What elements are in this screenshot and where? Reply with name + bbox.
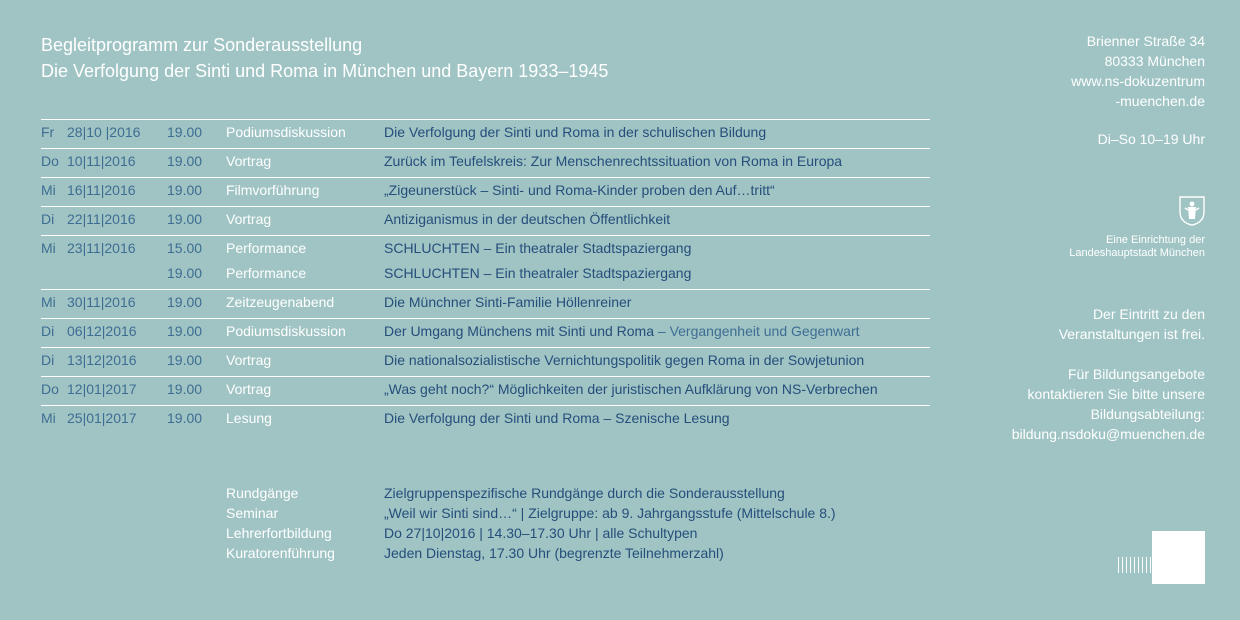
event-row [41, 119, 930, 148]
ns-dokuzentrum-logo [1118, 531, 1205, 584]
event-row [41, 405, 930, 434]
event-title: Zurück im Teufelskreis: Zur Menschenrechtssituation von Roma in Europa [384, 153, 843, 169]
event-day: Mi [41, 410, 56, 426]
event-day: Mi [41, 240, 56, 256]
entry-line: Der Eintritt zu den [1092, 306, 1205, 322]
header-subtitle: Begleitprogramm zur Sonderausstellung [41, 35, 363, 55]
offer-label: Lehrerfortbildung [226, 525, 332, 541]
institution-note [1069, 234, 1205, 260]
event-row [41, 177, 930, 206]
munich-crest-icon [1179, 196, 1205, 231]
event-date: 28|10 |2016 [67, 124, 141, 140]
event-type: Lesung [226, 410, 272, 426]
event-time: 19.00 [167, 182, 203, 198]
education-contact [1012, 364, 1205, 444]
event-day: Mi [41, 182, 56, 198]
education-line: Für Bildungsangebote [1068, 366, 1205, 382]
event-type: Vortrag [226, 211, 272, 227]
offer-text: „Weil wir Sinti sind…“ | Zielgruppe: ab 9. Jahrgangsstufe (Mittelschule 8.) [384, 505, 836, 521]
event-row [41, 235, 930, 289]
event-row [41, 347, 930, 376]
event-title: Die nationalsozialistische Vernichtungspolitik gegen Roma in der Sowjetunion [384, 352, 865, 368]
event-title: SCHLUCHTEN – Ein theatraler Stadtspaziergang [384, 265, 692, 281]
event-type: Vortrag [226, 153, 272, 169]
event-time: 19.00 [167, 211, 203, 227]
event-table [41, 119, 930, 434]
street: Brienner Straße 34 [1086, 33, 1205, 49]
event-time: 19.00 [167, 352, 203, 368]
event-date: 23|11|2016 [67, 240, 136, 256]
postcode-city: 80333 München [1104, 53, 1205, 69]
offer-label: Seminar [226, 505, 279, 521]
event-day: Fr [41, 124, 55, 140]
logo-square [1152, 531, 1205, 584]
event-title: „Zigeunerstück – Sinti- und Roma-Kinder proben den Auf…tritt“ [384, 182, 775, 198]
event-date: 12|01|2017 [67, 381, 137, 397]
event-date: 13|12|2016 [67, 352, 137, 368]
event-day: Di [41, 323, 55, 339]
education-email-link[interactable]: bildung.nsdoku@muenchen.de [1011, 426, 1205, 442]
event-day: Di [41, 211, 55, 227]
event-title [384, 323, 860, 339]
entry-note [1059, 304, 1205, 344]
event-date: 10|11|2016 [67, 153, 136, 169]
event-title: Die Münchner Sinti-Familie Höllenreiner [384, 294, 632, 310]
event-row [41, 148, 930, 177]
offer-label: Rundgänge [226, 485, 299, 501]
event-time: 15.00 [167, 240, 203, 256]
event-title-extra: – Vergangenheit und Gegenwart [654, 323, 860, 339]
event-time: 19.00 [167, 323, 203, 339]
event-day: Do [41, 153, 59, 169]
event-title [384, 124, 766, 140]
event-row [41, 376, 930, 405]
event-day: Di [41, 352, 55, 368]
offer-label: Kuratorenführung [226, 545, 335, 561]
event-type: Vortrag [226, 381, 272, 397]
event-day: Mi [41, 294, 56, 310]
event-type: Podiumsdiskussion [226, 323, 346, 339]
event-type: Performance [226, 240, 307, 256]
website-link-cont[interactable]: -muenchen.de [1115, 93, 1205, 109]
event-date: 22|11|2016 [67, 211, 136, 227]
event-title: „Was geht noch?“ Möglichkeiten der juristischen Aufklärung von NS-Verbrechen [384, 381, 878, 397]
event-title: SCHLUCHTEN – Ein theatraler Stadtspaziergang [384, 240, 692, 256]
event-time: 19.00 [167, 124, 203, 140]
event-time: 19.00 [167, 381, 203, 397]
event-date: 30|11|2016 [67, 294, 136, 310]
event-type: Zeitzeugenabend [226, 294, 335, 310]
event-row [41, 318, 930, 347]
address-block [1071, 31, 1205, 111]
offer-text: Zielgruppenspezifische Rundgänge durch die Sonderausstellung [384, 485, 785, 501]
event-date: 06|12|2016 [67, 323, 137, 339]
event-day: Do [41, 381, 59, 397]
event-time: 19.00 [167, 294, 203, 310]
event-time: 19.00 [167, 410, 203, 426]
entry-line: Veranstaltungen ist frei. [1058, 326, 1205, 342]
event-title-main: Die Verfolgung der Sinti und Roma in der schulischen Bildung [384, 124, 767, 140]
institution-line: Landeshauptstadt München [1069, 247, 1205, 259]
education-line: kontaktieren Sie bitte unsere [1027, 386, 1205, 402]
event-type: Performance [226, 265, 307, 281]
event-row [41, 289, 930, 318]
website-link[interactable]: www.ns-dokuzentrum [1071, 73, 1205, 89]
institution-line: Eine Einrichtung der [1105, 234, 1205, 246]
event-type: Podiumsdiskussion [226, 124, 346, 140]
event-title: Antiziganismus in der deutschen Öffentlichkeit [384, 211, 671, 227]
event-time: 19.00 [167, 265, 203, 281]
offer-text: Do 27|10|2016 | 14.30–17.30 Uhr | alle Schultypen [384, 525, 698, 541]
header [41, 32, 608, 84]
exhibition-title: Die Verfolgung der Sinti und Roma in München und Bayern 1933–1945 [41, 61, 609, 81]
event-title: Die Verfolgung der Sinti und Roma – Szenische Lesung [384, 410, 730, 426]
event-date: 25|01|2017 [67, 410, 137, 426]
opening-hours: Di–So 10–19 Uhr [1097, 131, 1205, 147]
event-type: Filmvorführung [226, 182, 320, 198]
offer-text: Jeden Dienstag, 17.30 Uhr (begrenzte Teilnehmerzahl) [384, 545, 724, 561]
event-title-main: Der Umgang Münchens mit Sinti und Roma [384, 323, 655, 339]
event-type: Vortrag [226, 352, 272, 368]
education-line: Bildungsabteilung: [1090, 406, 1205, 422]
event-date: 16|11|2016 [67, 182, 136, 198]
event-row [41, 206, 930, 235]
event-time: 19.00 [167, 153, 203, 169]
